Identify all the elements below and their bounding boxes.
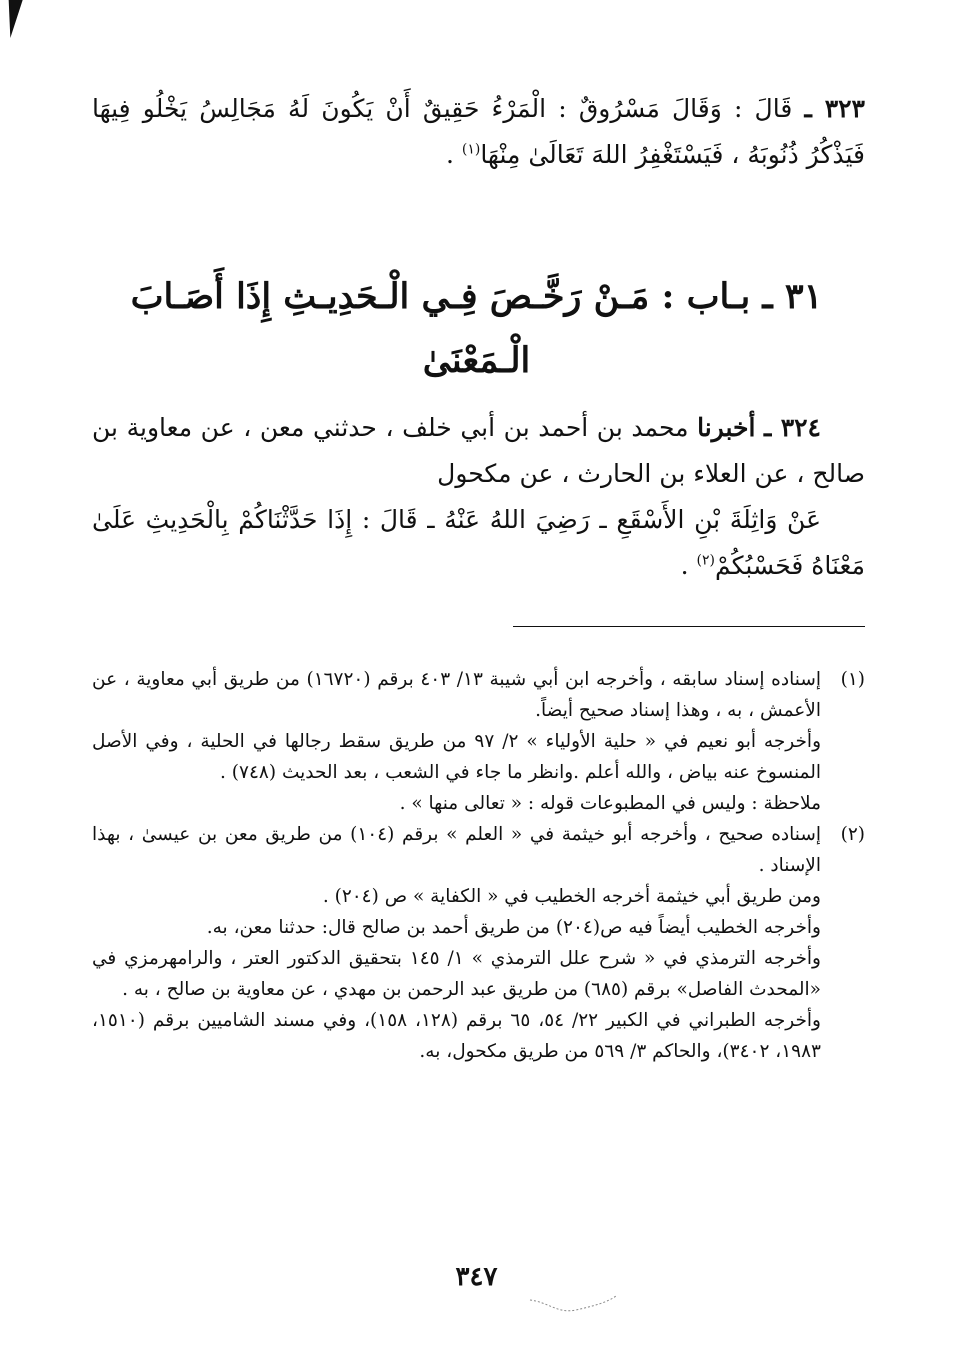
footnote-2-body [92, 819, 821, 1067]
entry-324 [92, 405, 865, 589]
footnote-1-line-3: ملاحظة : وليس في المطبوعات قوله : « تعالى منها » . [399, 793, 821, 814]
page-number: ٣٤٧ [455, 1262, 498, 1292]
footnote-2-line-3: وأخرجه الخطيب أيضاً فيه ص(٢٠٤) من طريق أحمد بن صالح قال: حدثنا معن، به. [206, 917, 821, 938]
footnote-1-line-2: وأخرجه أبو نعيم في « حلية الأولياء » ٢/ ٩٧ من طريق سقط رجالها في الحلية ، وفي الأصل المنسوخ عنه بياض ، والله أعلم .وانظر ما جاء في الشعب ، بعد الحديث (٧٤٨) . [92, 731, 822, 783]
footnote-1-line-1: إسناده إسناد سابقه ، وأخرجه ابن أبي شيبة ١٣/ ٤٠٣ برقم (١٦٧٢٠) من طريق أبي معاوية ، عن الأعمش ، به ، وهذا إسناد صحيح أيضاً. [92, 669, 821, 721]
footnote-2 [92, 819, 865, 1067]
entry-324-text-paragraph [92, 497, 865, 589]
footnote-1-marker: (١) [840, 669, 865, 690]
footnote-2-line-5: وأخرجه الطبراني في الكبير ٢٢/ ٥٤، ٦٥ برقم (١٢٨، ١٥٨)، وفي مسند الشاميين برقم (١٥١٠، ١٩٨٣، ٣٤٠٢)، والحاكم ٣/ ٥٦٩ من طريق مكحول، به. [92, 1010, 821, 1062]
footnote-2-line-1: إسناده صحيح ، وأخرجه أبو خيثمة في « العلم » برقم (١٠٤) من طريق معن بن عيسىٰ ، بهذا الإسناد . [92, 824, 821, 876]
page-corner-mark [3, 0, 22, 38]
entry-323-number: ٣٢٣ ـ [804, 94, 865, 123]
entry-324-end: . [680, 551, 697, 580]
entry-324-chain: محمد بن أحمد بن أبي خلف ، حدثني معن ، عن معاوية بن صالح ، عن العلاء بن الحارث ، عن مكحول [92, 413, 865, 488]
footnote-2-line-4: وأخرجه الترمذي في « شرح علل الترمذي » ١/ ١٤٥ بتحقيق الدكتور العتر ، والرامهرمزي في «المحدث الفاصل» برقم (٦٨٥) من طريق عبد الرحمن بن مهدي ، عن معاوية بن صالح ، به . [92, 948, 821, 1000]
footnotes [92, 664, 865, 1067]
pencil-scribble-mark [528, 1292, 618, 1322]
footnote-1 [92, 664, 865, 819]
chapter-heading: ٣١ ـ بـاب : مَـنْ رَخَّـصَ فِـي الْـحَدِيـثِ إِذَا أَصَـابَ الْـمَعْنَىٰ [130, 276, 823, 381]
footnote-separator [513, 626, 865, 627]
entry-324-number: ٣٢٤ ـ [764, 413, 821, 442]
footnote-ref-1: (١) [461, 141, 481, 158]
entry-324-lead: أخبرنا [697, 413, 756, 442]
entry-324-chain-paragraph [92, 405, 865, 497]
entry-323-end: . [445, 140, 462, 169]
entry-323 [92, 86, 865, 178]
footnote-2-line-2: ومن طريق أبي خيثمة أخرجه الخطيب في « الكفاية » ص (٢٠٤) . [322, 886, 821, 907]
entry-323-text: قَالَ : وَقَالَ مَسْرُوقٌ : الْمَرْءُ حَقِيقٌ أَنْ يَكُونَ لَهُ مَجَالِسُ يَخْلُو فِيهَا فَيَذْكُرُ ذُنُوبَهُ ، فَيَسْتَغْفِرُ اللهَ تَعَالَىٰ مِنْهَا [92, 94, 865, 169]
footnote-2-marker: (٢) [840, 824, 865, 845]
footnote-1-body [92, 664, 821, 819]
footnote-ref-2: (٢) [696, 552, 715, 569]
entry-324-text: عَنْ وَاثِلَةَ بْنِ الأَسْقَعِ ـ رَضِيَ اللهُ عَنْهُ ـ قَالَ : إِذَا حَدَّثْنَاكُمْ بِالْحَدِيثِ عَلَىٰ مَعْنَاهُ فَحَسْبُكُمْ [92, 505, 865, 580]
